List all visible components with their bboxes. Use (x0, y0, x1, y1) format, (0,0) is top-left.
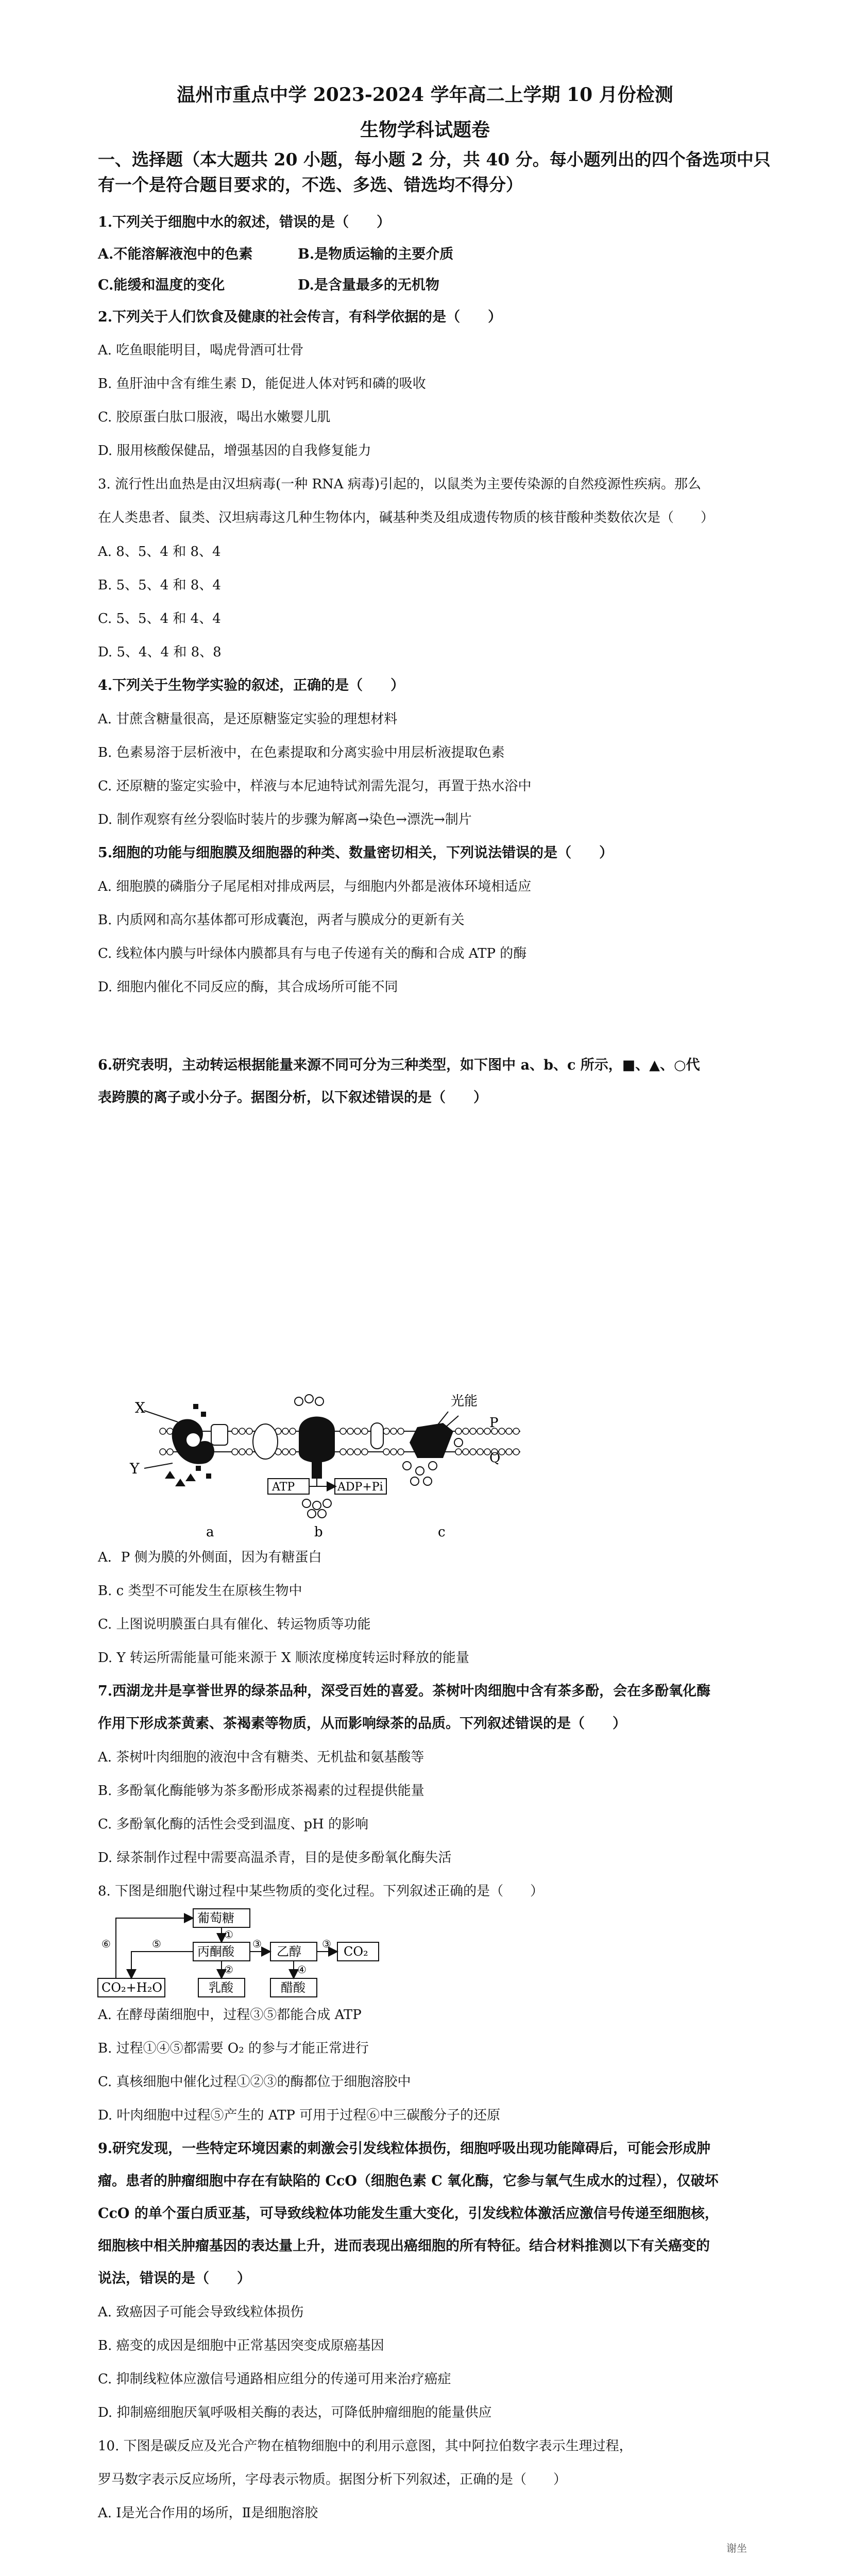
label-atp: ATP (272, 1481, 295, 1494)
q9-stem-line4: 细胞核中相关肿瘤基因的表达量上升，进而表现出癌细胞的所有特征。结合材料推测以下有关癌变的 (98, 2238, 710, 2254)
phospholipid-head (282, 1428, 288, 1434)
q9-option-a: A. 致癌因子可能会导致线粒体损伤 (98, 2304, 304, 2320)
phospholipid-head (246, 1428, 252, 1434)
phospholipid-head (232, 1449, 238, 1455)
section-heading-line2: 有一个是符合题目要求的，不选、多选、错选均不得分） (98, 175, 523, 195)
q5-stem: 5.细胞的功能与细胞膜及细胞器的种类、数量密切相关，下列说法错误的是（ ） (98, 845, 614, 861)
phospholipid-head (470, 1428, 476, 1434)
q1-option-d: D.是含量最多的无机物 (298, 277, 439, 293)
label-a: a (206, 1524, 214, 1540)
q8-option-c: C. 真核细胞中催化过程①②③的酶都位于细胞溶胶中 (98, 2074, 411, 2090)
q1-option-a: A.不能溶解液泡中的色素 (98, 246, 253, 262)
q7-option-c: C. 多酚氧化酶的活性会受到温度、pH 的影响 (98, 1817, 369, 1832)
phospholipid-head (347, 1428, 353, 1434)
q10-stem-line2: 罗马数字表示反应场所，字母表示物质。据图分析下列叙述，正确的是（ ） (98, 2472, 567, 2487)
q7-option-b: B. 多酚氧化酶能够为茶多酚形成茶褐素的过程提供能量 (98, 1783, 424, 1799)
phospholipid-head (499, 1428, 505, 1434)
phospholipid-head (340, 1428, 346, 1434)
phospholipid-head (347, 1449, 353, 1455)
phospholipid-head (477, 1428, 483, 1434)
phospholipid-head (398, 1428, 404, 1434)
q4-stem: 4.下列关于生物学实验的叙述，正确的是（ ） (98, 677, 405, 693)
box-acetic-acid: 醋酸 (281, 1980, 305, 1995)
q4-option-c: C. 还原糖的鉴定实验中，样液与本尼迪特试剂需先混匀，再置于热水浴中 (98, 778, 532, 794)
metabolism-figure (95, 1906, 404, 1999)
q1-option-b: B.是物质运输的主要介质 (298, 246, 454, 262)
label-light-energy: 光能 (451, 1394, 478, 1409)
phospholipid-head (239, 1449, 245, 1455)
phospholipid-head (477, 1449, 483, 1455)
q6-stem-line1: 6.研究表明，主动转运根据能量来源不同可分为三种类型，如下图中 a、b、c 所示，■、▲、○代 (98, 1057, 700, 1073)
q6-option-c: C. 上图说明膜蛋白具有催化、转运物质等功能 (98, 1617, 371, 1632)
phospholipid-head (362, 1428, 368, 1434)
q8-stem: 8. 下图是细胞代谢过程中某些物质的变化过程。下列叙述正确的是（ ） (98, 1884, 544, 1899)
q4-option-d: D. 制作观察有丝分裂临时装片的步骤为解离→染色→漂洗→制片 (98, 812, 472, 827)
label-y: Y (130, 1460, 140, 1477)
q6-stem-line2: 表跨膜的离子或小分子。据图分析，以下叙述错误的是（ ） (98, 1090, 487, 1106)
label-b: b (314, 1524, 323, 1540)
light-driven-pump-c (403, 1412, 463, 1485)
phospholipid-head (340, 1449, 346, 1455)
phospholipid-head (167, 1449, 173, 1455)
q2-stem: 2.下列关于人们饮食及健康的社会传言，有科学依据的是（ ） (98, 309, 502, 325)
phospholipid-head (290, 1428, 296, 1434)
q7-option-d: D. 绿茶制作过程中需要高温杀青，目的是使多酚氧化酶失活 (98, 1850, 452, 1866)
phospholipid-head (463, 1449, 469, 1455)
phospholipid-head (513, 1428, 519, 1434)
q1-stem: 1.下列关于细胞中水的叙述，错误的是（ ） (98, 214, 391, 230)
phospholipid-head (160, 1428, 166, 1434)
q3-stem-line1: 3. 流行性出血热是由汉坦病毒(一种 RNA 病毒)引起的，以鼠类为主要传染源的自然疫源性疾病。那么 (98, 477, 701, 492)
q8-option-b: B. 过程①④⑤都需要 O₂ 的参与才能正常进行 (98, 2041, 369, 2056)
phospholipid-head (282, 1449, 288, 1455)
box-lactic-acid: 乳酸 (209, 1980, 233, 1995)
box-co2: CO₂ (344, 1944, 368, 1959)
phospholipid-head (513, 1449, 519, 1455)
q2-option-c: C. 胶原蛋白肽口服液，喝出水嫩婴儿肌 (98, 410, 331, 425)
label-process-5: ⑤ (152, 1938, 161, 1950)
label-process-6: ⑥ (101, 1938, 111, 1950)
phospholipid-head (160, 1449, 166, 1455)
label-process-2: ② (224, 1963, 233, 1976)
q10-stem-line1: 10. 下图是碳反应及光合产物在植物细胞中的利用示意图，其中阿拉伯数字表示生理过程， (98, 2438, 633, 2454)
atp-pump-b (268, 1395, 386, 1518)
phospholipid-head (390, 1449, 397, 1455)
box-ethanol: 乙醇 (277, 1944, 301, 1959)
page-footer-mark: 谢坐 (726, 2542, 747, 2554)
label-process-1: ① (224, 1928, 233, 1941)
q7-stem-line1: 7.西湖龙井是享誉世界的绿茶品种，深受百姓的喜爱。茶树叶肉细胞中含有茶多酚，会在多酚氧化酶 (98, 1683, 711, 1699)
q9-option-d: D. 抑制癌细胞厌氧呼吸相关酶的表达，可降低肿瘤细胞的能量供应 (98, 2405, 492, 2420)
q2-option-a: A. 吃鱼眼能明目，喝虎骨酒可壮骨 (98, 343, 304, 358)
small-channel (371, 1423, 383, 1449)
q9-option-b: B. 癌变的成因是细胞中正常基因突变成原癌基因 (98, 2338, 384, 2353)
phospholipid-head (290, 1449, 296, 1455)
phospholipid-head (470, 1449, 476, 1455)
q7-stem-line2: 作用下形成茶黄素、茶褐素等物质，从而影响绿茶的品质。下列叙述错误的是（ ） (98, 1716, 626, 1732)
q6-option-a: A．P 侧为膜的外侧面，因为有糖蛋白 (98, 1550, 322, 1565)
phospholipid-head (383, 1428, 389, 1434)
phospholipid-head (506, 1449, 512, 1455)
q6-option-d: D. Y 转运所需能量可能来源于 X 顺浓度梯度转运时释放的能量 (98, 1650, 469, 1666)
label-process-4: ④ (297, 1963, 307, 1976)
label-adp-pi: ADP+Pi (337, 1481, 383, 1494)
phospholipid-head (239, 1428, 245, 1434)
q4-option-b: B. 色素易溶于层析液中，在色素提取和分离实验中用层析液提取色素 (98, 745, 505, 760)
q8-option-a: A. 在酵母菌细胞中，过程③⑤都能合成 ATP (98, 2007, 362, 2023)
label-c: c (438, 1524, 446, 1540)
exam-title: 温州市重点中学 2023-2024 学年高二上学期 10 月份检测 (177, 84, 673, 106)
q10-option-a: A. Ⅰ是光合作用的场所，Ⅱ是细胞溶胶 (98, 2505, 318, 2521)
phospholipid-head (398, 1449, 404, 1455)
q3-stem-line2: 在人类患者、鼠类、汉坦病毒这几种生物体内，碱基种类及组成遗传物质的核苷酸种类数依次是（ ） (98, 510, 715, 526)
label-process-3: ③ (252, 1938, 262, 1950)
phospholipid-head (390, 1428, 397, 1434)
q3-option-d: D. 5、4、4 和 8、8 (98, 645, 222, 660)
phospholipid-head (354, 1449, 361, 1455)
q9-stem-line5: 说法，错误的是（ ） (98, 2270, 251, 2286)
q9-stem-line3: CcO 的单个蛋白质亚基，可导致线粒体功能发生重大变化，引发线粒体激活应激信号传递至细胞核， (98, 2206, 719, 2222)
box-co2-h2o: CO₂+H₂O (101, 1980, 162, 1995)
q5-option-b: B. 内质网和高尔基体都可形成囊泡，两者与膜成分的更新有关 (98, 912, 465, 928)
section-heading-line1: 一、选择题（本大题共 20 小题，每小题 2 分，共 40 分。每小题列出的四个备选项中只 (98, 149, 771, 170)
phospholipid-head (455, 1449, 462, 1455)
q5-option-a: A. 细胞膜的磷脂分子尾尾相对排成两层，与细胞内外都是液体环境相适应 (98, 879, 532, 894)
label-process-3b: ③ (322, 1938, 331, 1950)
box-glucose: 葡萄糖 (197, 1911, 234, 1925)
q2-option-d: D. 服用核酸保健品，增强基因的自我修复能力 (98, 443, 371, 459)
phospholipid-head (383, 1449, 389, 1455)
phospholipid-head (354, 1428, 361, 1434)
phospholipid-head (463, 1428, 469, 1434)
q7-option-a: A. 茶树叶肉细胞的液泡中含有糖类、无机盐和氨基酸等 (98, 1750, 424, 1765)
exam-subtitle: 生物学科试题卷 (360, 119, 490, 141)
q9-stem-line1: 9.研究发现，一些特定环境因素的刺激会引发线粒体损伤，细胞呼吸出现功能障碍后，可能会形成肿 (98, 2141, 711, 2157)
q9-option-c: C. 抑制线粒体应激信号通路相应组分的传递可用来治疗癌症 (98, 2371, 451, 2387)
label-q-side: Q (489, 1450, 501, 1466)
q5-option-d: D. 细胞内催化不同反应的酶，其合成场所可能不同 (98, 979, 398, 995)
q9-stem-line2: 瘤。患者的肿瘤细胞中存在有缺陷的 CcO（细胞色素 C 氧化酶，它参与氧气生成水的过程），仅破坏 (98, 2173, 719, 2189)
q4-option-a: A. 甘蔗含糖量很高，是还原糖鉴定实验的理想材料 (98, 711, 398, 727)
coupled-transporter-a (144, 1404, 228, 1486)
phospholipid-head (506, 1428, 512, 1434)
q6-option-b: B. c 类型不可能发生在原核生物中 (98, 1583, 302, 1599)
q3-option-b: B. 5、5、4 和 8、4 (98, 578, 221, 593)
q3-option-a: A. 8、5、4 和 8、4 (98, 544, 221, 560)
phospholipid-head (246, 1449, 252, 1455)
q5-option-c: C. 线粒体内膜与叶绿体内膜都具有与电子传递有关的酶和合成 ATP 的酶 (98, 946, 527, 961)
membrane-transport-figure (129, 1376, 531, 1546)
q1-option-c: C.能缓和温度的变化 (98, 277, 225, 293)
label-p-side: P (489, 1415, 499, 1431)
phospholipid-head (232, 1428, 238, 1434)
box-pyruvate: 丙酮酸 (197, 1944, 234, 1959)
q2-option-b: B. 鱼肝油中含有维生素 D，能促进人体对钙和磷的吸收 (98, 376, 426, 392)
label-x: X (135, 1399, 145, 1416)
phospholipid-head (455, 1428, 462, 1434)
q8-option-d: D. 叶肉细胞中过程⑤产生的 ATP 可用于过程⑥中三碳酸分子的还原 (98, 2108, 501, 2123)
carrier-oval (253, 1424, 278, 1459)
q3-option-c: C. 5、5、4 和 4、4 (98, 611, 221, 626)
phospholipid-head (362, 1449, 368, 1455)
